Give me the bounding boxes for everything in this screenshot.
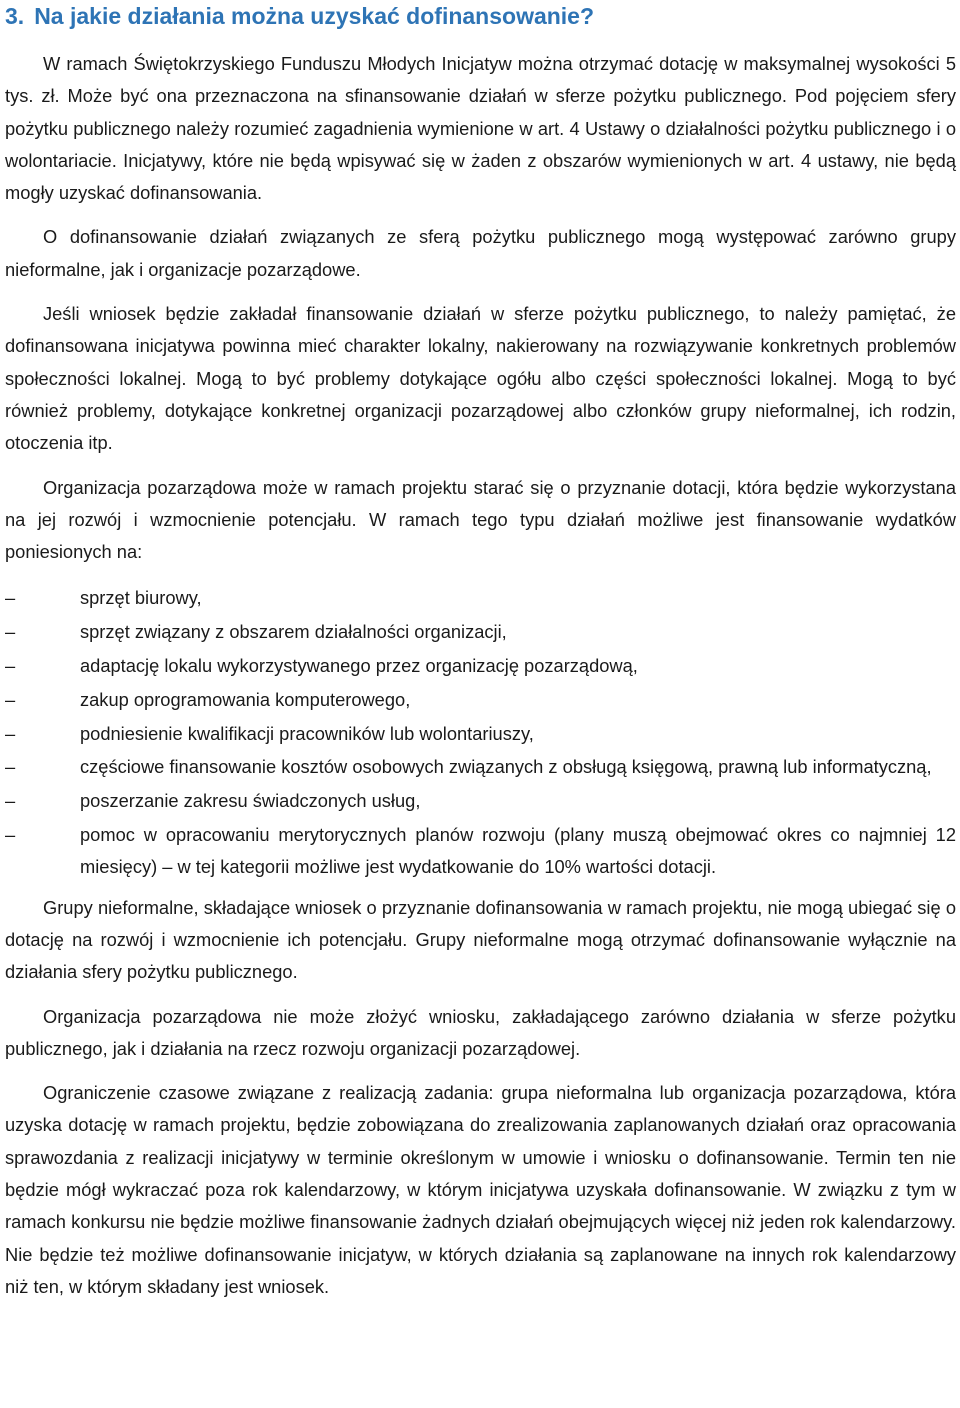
- paragraph-local-character: Jeśli wniosek będzie zakładał finansowanie działań w sferze pożytku publicznego, to należy pamiętać, że dofinansowana inicjatywa powinna mieć charakter lokalny, nakierowany na rozwiązywanie konkretnych problemów społeczności lokalnej. Mogą to być problemy dotykające ogółu albo części społeczności lokalnej. Mogą to być również problemy, dotykające konkretnej organizacji pozarządowej albo członków grupy nieformalnej, ich rodzin, otoczenia itp.: [5, 303, 956, 454]
- paragraph-informal-groups: Grupy nieformalne, składające wniosek o przyznanie dofinansowania w ramach projektu, nie mogą ubiegać się o dotację na rozwój i wzmocnienie ich potencjału. Grupy nieformalne mogą otrzymać dofinansowanie wyłącznie na działania sfery pożytku publicznego.: [5, 896, 956, 983]
- list-item: [5, 684, 956, 716]
- list-item-text: poszerzanie zakresu świadczonych usług,: [80, 790, 421, 812]
- list-item: [5, 616, 956, 648]
- dash-bullet: –: [5, 756, 16, 778]
- list-item-text: zakup oprogramowania komputerowego,: [80, 688, 411, 710]
- paragraph-fund-overview: W ramach Świętokrzyskiego Funduszu Młodych Inicjatyw można otrzymać dotację w maksymalnej wysokości 5 tys. zł. Może być ona przeznaczona na sfinansowanie działań w sferze pożytku publicznego. Pod pojęciem sfery pożytku publicznego należy rozumieć zagadnienia wymienione w art. 4 Ustawy o działalności pożytku publicznego i o wolontariacie. Inicjatywy, które nie będą wpisywać się w żaden z obszarów wymienionych w art. 4 ustawy, nie będą mogły uzyskać dofinansowania.: [5, 53, 956, 204]
- list-item-text: podniesienie kwalifikacji pracowników lub wolontariuszy,: [80, 722, 534, 744]
- document-page: [5, 0, 956, 1315]
- list-item: [5, 650, 956, 682]
- section-heading: [5, 0, 956, 34]
- list-item-text: pomoc w opracowaniu merytorycznych planów rozwoju (plany muszą obejmować okres co najmniej 12 miesięcy) – w tej kategorii możliwe jest wydatkowanie do 10% wartości dotacji.: [80, 824, 956, 878]
- list-item-text: sprzęt biurowy,: [80, 587, 202, 609]
- list-item-text: adaptację lokalu wykorzystywanego przez organizację pozarządową,: [80, 655, 638, 677]
- paragraph-organization-development: Organizacja pozarządowa może w ramach projektu starać się o przyznanie dotacji, która będzie wykorzystana na jej rozwój i wzmocnienie potencjału. W ramach tego typu działań możliwe jest finansowanie wydatków poniesionych na:: [5, 476, 956, 563]
- eligible-expenses-list: [5, 582, 956, 883]
- dash-bullet: –: [5, 722, 16, 744]
- list-item: [5, 751, 956, 783]
- dash-bullet: –: [5, 824, 16, 846]
- list-item: [5, 819, 956, 884]
- paragraph-eligible-applicants: O dofinansowanie działań związanych ze sferą pożytku publicznego mogą występować zarówno grupy nieformalne, jak i organizacje pozarządowe.: [5, 226, 956, 280]
- dash-bullet: –: [5, 688, 16, 710]
- dash-bullet: –: [5, 790, 16, 812]
- list-item: [5, 582, 956, 614]
- dash-bullet: –: [5, 621, 16, 643]
- section-title: Na jakie działania można uzyskać dofinansowanie?: [34, 3, 595, 29]
- paragraph-application-restriction: Organizacja pozarządowa nie może złożyć wniosku, zakładającego zarówno działania w sferze pożytku publicznego, jak i działania na rzecz rozwoju organizacji pozarządowej.: [5, 1005, 956, 1059]
- list-item: [5, 785, 956, 817]
- list-item: [5, 718, 956, 750]
- list-item-text: sprzęt związany z obszarem działalności organizacji,: [80, 621, 507, 643]
- list-item-text: częściowe finansowanie kosztów osobowych związanych z obsługą księgową, prawną lub informatyczną,: [80, 756, 932, 778]
- dash-bullet: –: [5, 655, 16, 677]
- dash-bullet: –: [5, 587, 16, 609]
- section-number: 3.: [5, 3, 25, 29]
- paragraph-time-limit: Ograniczenie czasowe związane z realizacją zadania: grupa nieformalna lub organizacja pozarządowa, która uzyska dotację w ramach projektu, będzie zobowiązana do zrealizowania zaplanowanych działań oraz opracowania sprawozdania z realizacji inicjatywy w terminie określonym w umowie i wniosku o dofinansowanie. Termin ten nie będzie mógł wykraczać poza rok kalendarzowy, w którym inicjatywa uzyskała dofinansowanie. W związku z tym w ramach konkursu nie będzie możliwe finansowanie żadnych działań obejmujących więcej niż jeden rok kalendarzowy. Nie będzie też możliwe dofinansowanie inicjatyw, w których działania są zaplanowane na innych rok kalendarzowy niż ten, w którym składany jest wniosek.: [5, 1082, 956, 1297]
